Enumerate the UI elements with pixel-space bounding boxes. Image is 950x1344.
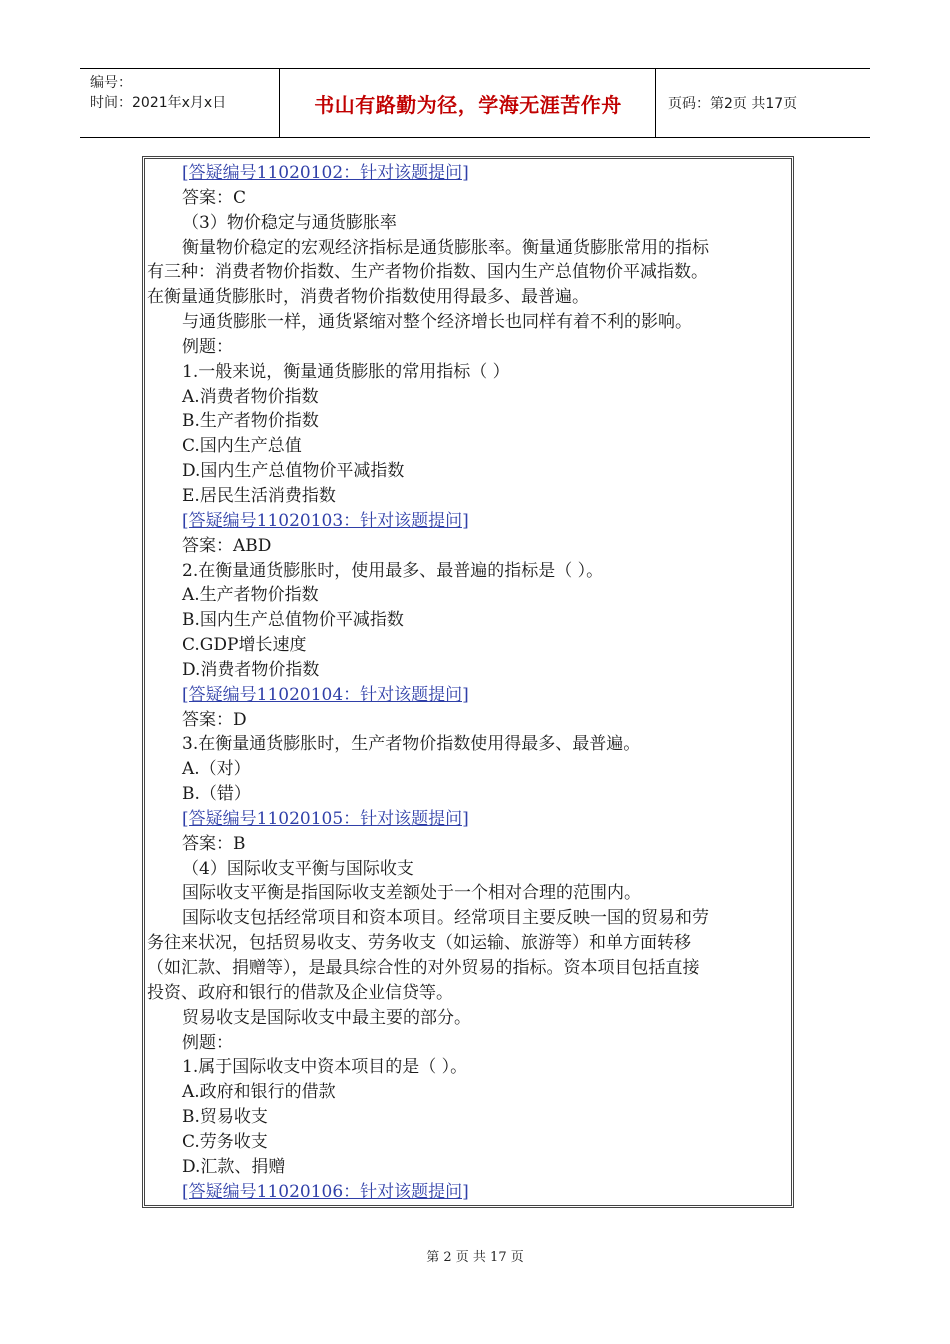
question-line: 1.属于国际收支中资本项目的是（ ）。 (182, 1057, 468, 1078)
qa-link[interactable]: [答疑编号11020106：针对该题提问] (182, 1181, 469, 1202)
date-line: 时间：2021年x月x日 (90, 95, 227, 111)
option-line: A.消费者物价指数 (182, 386, 319, 407)
option-line: A.政府和银行的借款 (182, 1082, 336, 1103)
option-line: B.生产者物价指数 (182, 411, 319, 432)
answer-line: 答案：D (182, 709, 247, 730)
section-heading: （4）国际收支平衡与国际收支 (182, 858, 414, 879)
question-line: 2.在衡量通货膨胀时，使用最多、最普遍的指标是（ ）。 (182, 560, 604, 581)
paragraph-line: 衡量物价稳定的宏观经济指标是通货膨胀率。衡量通货膨胀常用的指标 (182, 237, 709, 258)
answer-line: 答案：ABD (182, 535, 272, 556)
answer-line: 答案：C (182, 187, 247, 208)
paragraph-line: 与通货膨胀一样，通货紧缩对整个经济增长也同样有着不利的影响。 (182, 312, 692, 333)
option-line: B.贸易收支 (182, 1107, 268, 1128)
example-label: 例题： (182, 1032, 233, 1053)
paragraph-line: 有三种：消费者物价指数、生产者物价指数、国内生产总值物价平减指数。 (147, 262, 708, 283)
paragraph-line: 国际收支平衡是指国际收支差额处于一个相对合理的范围内。 (182, 883, 641, 904)
content-lines (142, 161, 794, 1204)
paragraph-line: 贸易收支是国际收支中最主要的部分。 (182, 1007, 471, 1028)
paragraph-line: 投资、政府和银行的借款及企业信贷等。 (147, 982, 453, 1003)
number-label: 编号： (90, 75, 132, 91)
motto: 书山有路勤为径，学海无涯苦作舟 (281, 69, 656, 137)
qa-link[interactable]: [答疑编号11020103：针对该题提问] (182, 510, 469, 531)
paragraph-line: 国际收支包括经常项目和资本项目。经常项目主要反映一国的贸易和劳 (182, 908, 709, 929)
option-line: C.GDP增长速度 (182, 635, 307, 656)
option-line: A.生产者物价指数 (182, 585, 319, 606)
qa-link[interactable]: [答疑编号11020104：针对该题提问] (182, 684, 469, 705)
qa-link[interactable]: [答疑编号11020105：针对该题提问] (182, 808, 469, 829)
qa-link[interactable]: [答疑编号11020102：针对该题提问] (182, 163, 469, 183)
paragraph-line: 在衡量通货膨胀时，消费者物价指数使用得最多、最普遍。 (147, 287, 589, 308)
page-info: 页码：第2页 共17页 (668, 96, 798, 112)
paragraph-line: 务往来状况，包括贸易收支、劳务收支（如运输、旅游等）和单方面转移 (147, 933, 691, 954)
option-line: C.国内生产总值 (182, 436, 302, 457)
option-line: B.（错） (182, 784, 251, 805)
example-label: 例题： (182, 336, 233, 357)
answer-line: 答案：B (182, 833, 246, 854)
option-line: D.汇款、捐赠 (182, 1156, 286, 1177)
section-heading: （3）物价稳定与通货膨胀率 (182, 212, 397, 233)
header-left-cell (80, 69, 280, 137)
paragraph-line: （如汇款、捐赠等），是最具综合性的对外贸易的指标。资本项目包括直接 (147, 958, 700, 978)
page-header (80, 68, 870, 138)
option-line: E.居民生活消费指数 (182, 485, 336, 506)
page-footer: 第 2 页 共 17 页 (426, 1250, 524, 1265)
question-line: 1.一般来说，衡量通货膨胀的常用指标（ ） (182, 361, 510, 382)
option-line: D.国内生产总值物价平减指数 (182, 461, 405, 482)
option-line: D.消费者物价指数 (182, 659, 320, 680)
question-line: 3.在衡量通货膨胀时，生产者物价指数使用得最多、最普遍。 (182, 734, 641, 755)
option-line: B.国内生产总值物价平减指数 (182, 610, 404, 631)
option-line: C.劳务收支 (182, 1131, 268, 1152)
option-line: A.（对） (182, 759, 251, 780)
